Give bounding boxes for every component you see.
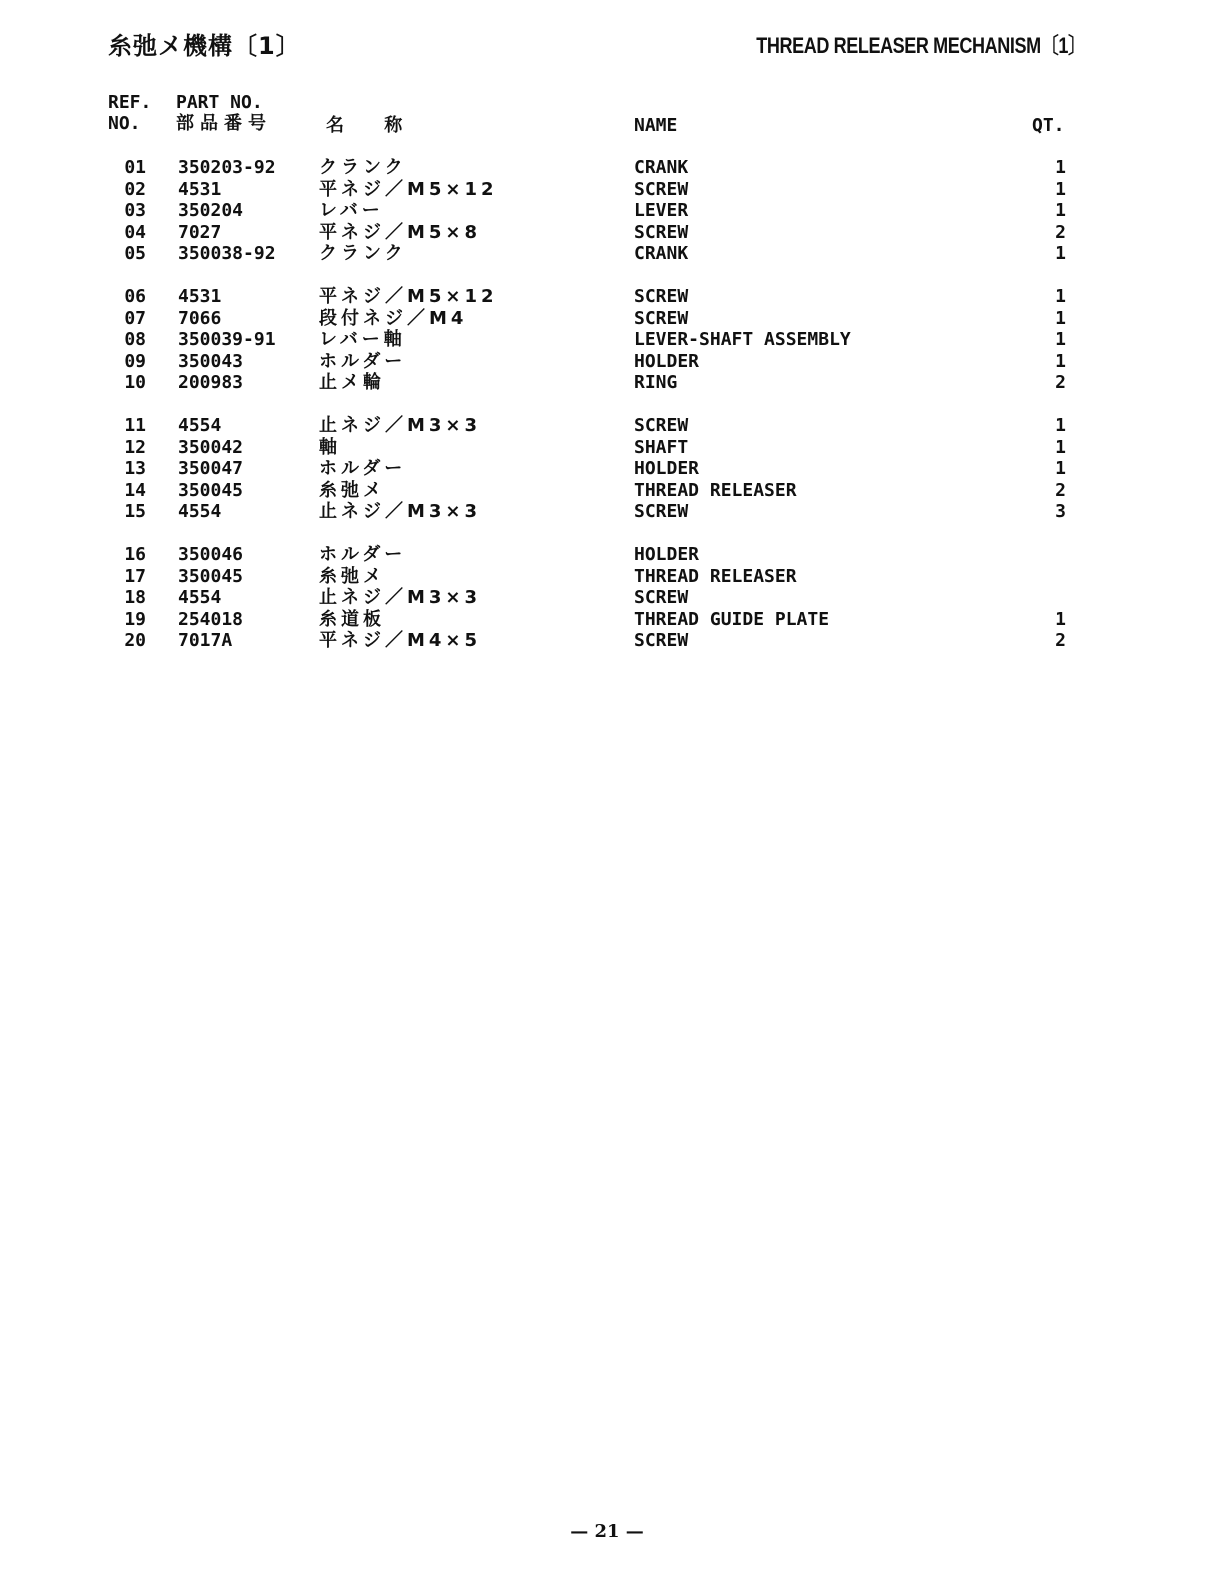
- part-name-en: LEVER: [634, 200, 689, 221]
- part-name-en: HOLDER: [634, 544, 700, 565]
- quantity: 2: [1055, 221, 1066, 243]
- part-name-jp: レバー: [319, 200, 384, 221]
- quantity: 1: [1055, 200, 1066, 221]
- ref-number: 10: [124, 372, 146, 393]
- table-row: [0, 308, 1214, 330]
- table-row: [0, 179, 1214, 201]
- table-row: [0, 566, 1214, 588]
- quantity: 1: [1055, 458, 1066, 479]
- table-row: [0, 609, 1214, 631]
- quantity: 1: [1055, 436, 1066, 458]
- ref-number: 16: [124, 544, 146, 565]
- ref-number: 17: [124, 565, 146, 587]
- part-number: 4554: [178, 587, 222, 608]
- quantity: 1: [1055, 350, 1066, 372]
- part-name-jp: 止ネジ／M3×3: [319, 587, 482, 608]
- part-name-en: RING: [634, 372, 678, 393]
- ref-number: 13: [124, 458, 146, 479]
- table-row: [0, 630, 1214, 652]
- part-number: 350204: [178, 200, 244, 221]
- part-name-en: LEVER-SHAFT ASSEMBLY: [634, 329, 851, 350]
- table-row: [0, 372, 1214, 394]
- part-name-en: CRANK: [634, 157, 689, 178]
- part-number: 4531: [178, 286, 222, 307]
- table-row: [0, 501, 1214, 523]
- table-row: [0, 415, 1214, 437]
- quantity: 2: [1055, 479, 1066, 501]
- part-name-jp: 段付ネジ／M4: [319, 307, 468, 329]
- table-row: [0, 544, 1214, 566]
- ref-header-line2: NO.: [108, 113, 141, 134]
- ref-number: 12: [124, 436, 146, 458]
- part-name-en: THREAD RELEASER: [634, 479, 797, 501]
- part-number: 4554: [178, 501, 222, 522]
- part-number: 4531: [178, 178, 222, 200]
- ref-number: 01: [124, 157, 146, 178]
- quantity: 1: [1055, 286, 1066, 307]
- part-name-jp: 糸弛メ: [319, 565, 385, 587]
- quantity: 1: [1055, 415, 1066, 436]
- quantity: 1: [1055, 178, 1066, 200]
- part-number: 7017A: [178, 630, 233, 651]
- quantity: 1: [1055, 608, 1066, 630]
- qty-header: QT.: [1032, 115, 1065, 136]
- page-title-en: THREAD RELEASER MECHANISM〔1〕: [756, 33, 1086, 58]
- part-name-jp: レバー軸: [319, 329, 406, 350]
- part-name-en: SCREW: [634, 221, 689, 243]
- ref-number: 09: [124, 350, 146, 372]
- ref-number: 07: [124, 307, 146, 329]
- part-name-en: CRANK: [634, 243, 689, 264]
- part-name-en: THREAD GUIDE PLATE: [634, 608, 830, 630]
- part-name-jp: 糸道板: [319, 608, 385, 630]
- part-name-en: SCREW: [634, 286, 689, 307]
- part-header-line1: PART NO.: [176, 92, 263, 113]
- part-name-jp: 平ネジ／M5×8: [319, 221, 482, 243]
- ref-number: 08: [124, 329, 146, 350]
- part-number: 7066: [178, 307, 222, 329]
- table-row: [0, 243, 1214, 265]
- part-name-jp: ホルダー: [319, 458, 407, 479]
- name-en-header: NAME: [634, 115, 678, 136]
- ref-header-line1: REF.: [108, 92, 152, 113]
- part-header-line2: 部品番号: [176, 113, 272, 134]
- ref-number: 19: [124, 608, 146, 630]
- part-name-jp: 糸弛メ: [319, 479, 385, 501]
- part-name-en: HOLDER: [634, 458, 700, 479]
- part-name-en: SHAFT: [634, 436, 689, 458]
- ref-number: 03: [124, 200, 146, 221]
- table-row: [0, 587, 1214, 609]
- part-name-jp: 平ネジ／M5×12: [319, 286, 498, 307]
- table-row: [0, 200, 1214, 222]
- part-number: 350042: [178, 436, 244, 458]
- quantity: 1: [1055, 307, 1066, 329]
- part-number: 350043: [178, 350, 244, 372]
- quantity: 2: [1055, 630, 1066, 651]
- part-name-jp: ホルダー: [319, 544, 407, 565]
- part-name-jp: クランク: [319, 243, 407, 264]
- quantity: 1: [1055, 329, 1066, 350]
- part-number: 200983: [178, 372, 244, 393]
- part-name-en: SCREW: [634, 415, 689, 436]
- part-number: 254018: [178, 608, 244, 630]
- part-name-en: THREAD RELEASER: [634, 565, 797, 587]
- ref-number: 02: [124, 178, 146, 200]
- name-jp-header: 名 称: [326, 115, 409, 136]
- table-row: [0, 480, 1214, 502]
- page-number: — 21 —: [570, 1521, 644, 1542]
- page-title-jp: 糸弛メ機構〔1〕: [108, 32, 301, 60]
- ref-number: 06: [124, 286, 146, 307]
- ref-number: 15: [124, 501, 146, 522]
- part-name-jp: クランク: [319, 157, 407, 178]
- table-row: [0, 157, 1214, 179]
- table-row: [0, 286, 1214, 308]
- ref-number: 14: [124, 479, 146, 501]
- part-name-en: SCREW: [634, 178, 689, 200]
- table-row: [0, 351, 1214, 373]
- ref-number: 05: [124, 243, 146, 264]
- part-number: 350203-92: [178, 157, 276, 178]
- table-row: [0, 437, 1214, 459]
- part-number: 350039-91: [178, 329, 276, 350]
- part-name-en: SCREW: [634, 501, 689, 522]
- quantity: 1: [1055, 243, 1066, 264]
- part-number: 350045: [178, 479, 244, 501]
- part-name-jp: ホルダー: [319, 350, 407, 372]
- part-name-en: HOLDER: [634, 350, 700, 372]
- quantity: 1: [1055, 157, 1066, 178]
- ref-number: 11: [124, 415, 146, 436]
- ref-number: 04: [124, 221, 146, 243]
- ref-number: 18: [124, 587, 146, 608]
- part-name-en: SCREW: [634, 630, 689, 651]
- table-row: [0, 222, 1214, 244]
- part-name-en: SCREW: [634, 307, 689, 329]
- part-name-jp: 止ネジ／M3×3: [319, 415, 482, 436]
- part-name-jp: 平ネジ／M5×12: [319, 178, 498, 200]
- part-name-jp: 軸: [319, 436, 341, 458]
- part-name-jp: 平ネジ／M4×5: [319, 630, 482, 651]
- table-row: [0, 458, 1214, 480]
- quantity: 2: [1055, 372, 1066, 393]
- quantity: 3: [1055, 501, 1066, 522]
- table-row: [0, 329, 1214, 351]
- part-number: 7027: [178, 221, 222, 243]
- part-name-en: SCREW: [634, 587, 689, 608]
- part-name-jp: 止ネジ／M3×3: [319, 501, 482, 522]
- part-number: 350038-92: [178, 243, 276, 264]
- part-name-jp: 止メ輪: [319, 372, 385, 393]
- part-number: 350046: [178, 544, 244, 565]
- ref-number: 20: [124, 630, 146, 651]
- part-number: 4554: [178, 415, 222, 436]
- part-number: 350045: [178, 565, 244, 587]
- part-number: 350047: [178, 458, 244, 479]
